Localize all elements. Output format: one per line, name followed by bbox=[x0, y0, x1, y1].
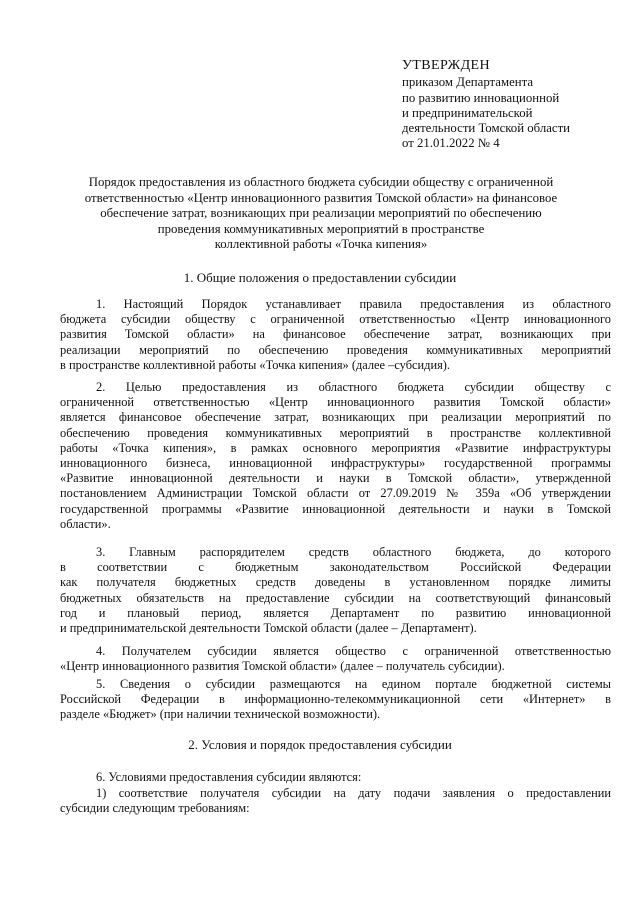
title-line: коллективной работы «Точка кипения» bbox=[214, 237, 428, 251]
paragraph-line: разделе «Бюджет» (при наличии технической возможности). bbox=[60, 707, 381, 722]
paragraph-line: 6. Условиями предоставления субсидии являются: bbox=[96, 770, 362, 784]
approval-line: приказом Департамента bbox=[402, 75, 534, 90]
paragraph-line: 5. Сведения о субсидии размещаются на едином портале бюджетной системы bbox=[96, 677, 611, 691]
approval-line: и предпринимательской bbox=[402, 105, 533, 120]
section-heading-2: 2. Условия и порядок предоставления субсидии bbox=[188, 737, 452, 752]
title-line: обеспечение затрат, возникающих при реализации мероприятий по обеспечению bbox=[100, 206, 542, 220]
paragraph-line: и предпринимательской деятельности Томской области (далее – Департамент). bbox=[60, 620, 477, 635]
approval-line: от 21.01.2022 № 4 bbox=[402, 136, 500, 151]
paragraph-line: 3. Главным распорядителем средств областного бюджета, до которого bbox=[96, 545, 611, 559]
paragraph-5 bbox=[60, 677, 611, 723]
paragraph-line: 1) соответствие получателя субсидии на дату подачи заявления о предоставлении bbox=[96, 786, 611, 800]
paragraph-3 bbox=[60, 545, 611, 636]
paragraph-line: в пространстве коллективной работы «Точка кипения» (далее –субсидия). bbox=[60, 357, 451, 372]
paragraph-line: субсидии следующим требованиям: bbox=[60, 801, 250, 816]
paragraph-2 bbox=[60, 380, 611, 532]
paragraph-line: является финансовое обеспечение затрат, возникающих при реализации мероприятий по bbox=[60, 410, 611, 425]
paragraph-line: государственной программы «Развитие инновационной деятельности и науки в Томской bbox=[60, 501, 611, 516]
paragraph-line: обеспечению проведения коммуникативных мероприятий в пространстве коллективной bbox=[60, 425, 611, 440]
paragraph-line: работы «Точка кипения», в рамках основного мероприятия «Развитие инфраструктуры bbox=[60, 440, 611, 455]
approval-stamp bbox=[402, 58, 622, 152]
title-line: ответственностью «Центр инновационного развития Томской области» на финансовое bbox=[84, 190, 558, 205]
paragraph-line: «Центр инновационного развития Томской области» (далее – получатель субсидии). bbox=[60, 659, 505, 674]
paragraph-line: бюджета субсидии обществу с ограниченной ответственностью «Центр инновационного bbox=[60, 312, 611, 327]
paragraph-line: в соответствии с бюджетным законодательством Российской Федерации bbox=[60, 560, 611, 575]
paragraph-line: год и плановый период, является Департамент по развитию инновационной bbox=[60, 605, 611, 620]
document-title bbox=[66, 175, 576, 253]
approval-line: по развитию инновационной bbox=[402, 90, 560, 105]
title-line: проведения коммуникативных мероприятий в пространстве bbox=[157, 221, 485, 236]
paragraph-line: инновационного бизнеса, инновационной инфраструктуры» государственной программы bbox=[60, 455, 611, 470]
paragraph-line: бюджетных обязательств на предоставление субсидии на соответствующий финансовый bbox=[60, 590, 611, 605]
approval-title: УТВЕРЖДЕН bbox=[402, 58, 491, 73]
paragraph-6 bbox=[60, 770, 611, 785]
title-line: Порядок предоставления из областного бюджета субсидии обществу с ограниченной bbox=[88, 175, 554, 189]
paragraph-line: Российской Федерации в информационно-телекоммуникационной сети «Интернет» в bbox=[60, 692, 611, 707]
paragraph-line: 4. Получателем субсидии является общество с ограниченной ответственностью bbox=[96, 644, 611, 658]
paragraph-line: реализации мероприятий по обеспечению проведения коммуникативных мероприятий bbox=[60, 342, 611, 357]
paragraph-line: ограниченной ответственностью «Центр инновационного развития Томской области» bbox=[60, 395, 611, 410]
paragraph-line: 2. Целью предоставления из областного бюджета субсидии обществу с bbox=[96, 380, 611, 394]
paragraph-line: 1. Настоящий Порядок устанавливает правила предоставления из областного bbox=[96, 297, 611, 311]
paragraph-line: постановлением Администрации Томской области от 27.09.2019 № 359а «Об утверждении bbox=[60, 486, 611, 501]
paragraph-4 bbox=[60, 644, 611, 674]
paragraph-line: как получателя бюджетных средств доведены в установленном порядке лимиты bbox=[60, 575, 611, 590]
paragraph-line: развития Томской области» на финансовое обеспечение затрат, возникающих при bbox=[60, 327, 611, 342]
paragraph-line: области». bbox=[60, 516, 111, 531]
paragraph-line: «Развитие инновационной деятельности и науки в Томской области», утвержденной bbox=[60, 471, 611, 486]
approval-line: деятельности Томской области bbox=[402, 121, 571, 136]
paragraph-7 bbox=[60, 786, 611, 816]
paragraph-1 bbox=[60, 297, 611, 373]
section-heading-1: 1. Общие положения о предоставлении субсидии bbox=[183, 270, 457, 285]
